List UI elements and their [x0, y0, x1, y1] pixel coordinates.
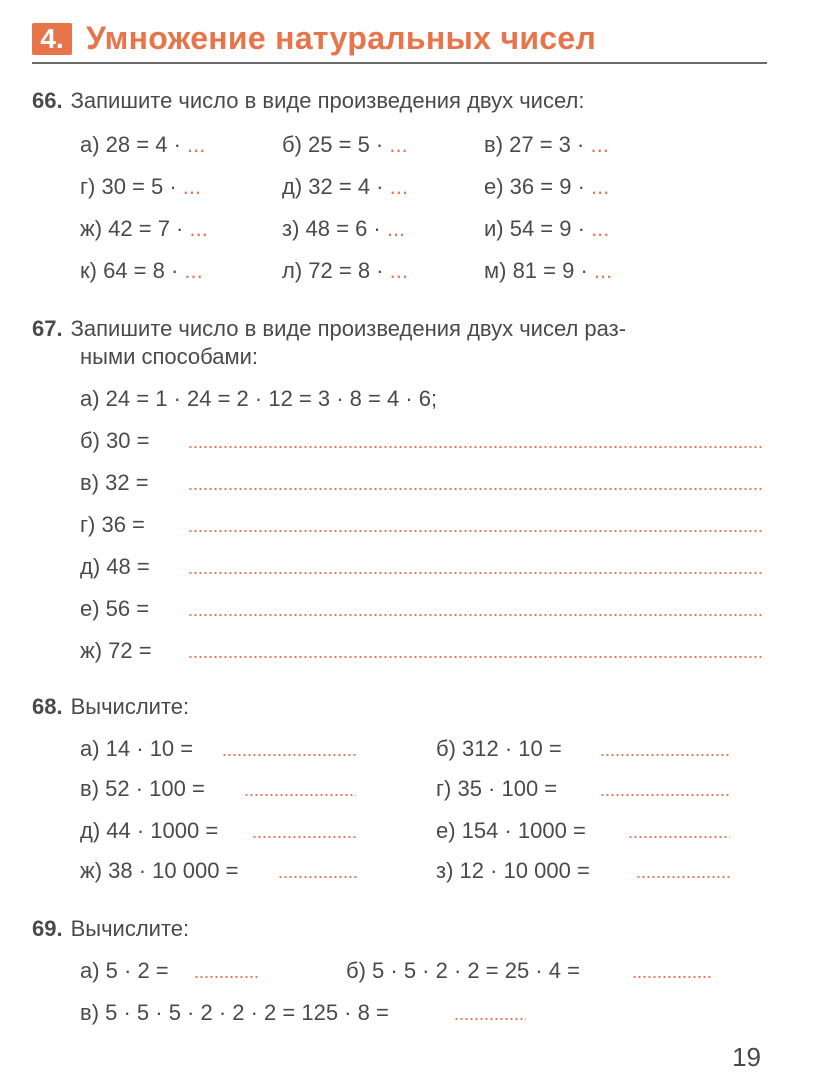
- page-number: 19: [732, 1042, 761, 1072]
- answer-blank[interactable]: ...: [590, 132, 609, 157]
- equation-item: в) 27 = 3 · ...: [484, 132, 609, 157]
- answer-blank[interactable]: ...: [593, 258, 613, 283]
- equation-item: г) 30 = 5 · ...: [80, 174, 202, 199]
- task-text: Вычислите:: [70, 694, 190, 719]
- task-number: 67.: [32, 316, 63, 341]
- section-title: Умножение натуральных чисел: [86, 20, 597, 56]
- equation-item: б) 25 = 5 · ...: [282, 132, 408, 157]
- task-number: 66.: [32, 88, 63, 113]
- answer-blank[interactable]: ...: [389, 258, 408, 283]
- answer-blank[interactable]: ...: [389, 132, 408, 157]
- equation-item: м) 81 = 9 · ...: [484, 258, 613, 283]
- equation-item: и) 54 = 9 · ...: [484, 216, 610, 241]
- answer-line[interactable]: [628, 836, 730, 838]
- equation-label: д) 48 =: [80, 554, 150, 579]
- equation-label: а) 5 · 2 =: [80, 958, 169, 983]
- answer-line[interactable]: [278, 876, 358, 878]
- answer-blank[interactable]: ...: [591, 216, 610, 241]
- equation-label: в) 5 · 5 · 5 · 2 · 2 · 2 = 125 · 8 =: [80, 1000, 389, 1025]
- answer-blank[interactable]: ...: [187, 132, 206, 157]
- answer-line[interactable]: [222, 754, 356, 756]
- section-header: [32, 18, 767, 64]
- task-69-prompt: [32, 916, 189, 942]
- equation-label: г) 36 =: [80, 512, 145, 537]
- answer-blank[interactable]: ...: [389, 174, 408, 199]
- answer-blank[interactable]: ...: [189, 216, 208, 241]
- answer-line[interactable]: [244, 794, 356, 796]
- task-number: 69.: [32, 916, 63, 941]
- equation-label: ж) 72 =: [80, 638, 152, 663]
- equation-item: з) 48 = 6 · ...: [282, 216, 406, 241]
- equation-label: е) 154 · 1000 =: [436, 818, 586, 843]
- equation-label: в) 52 · 100 =: [80, 776, 205, 801]
- equation-item: л) 72 = 8 · ...: [282, 258, 408, 283]
- equation-label: е) 56 =: [80, 596, 150, 621]
- equation-label: б) 5 · 5 · 2 · 2 = 25 · 4 =: [346, 958, 580, 983]
- task-67-prompt: [32, 316, 626, 342]
- task-text: Запишите число в виде произведения двух чисел раз-: [70, 316, 627, 341]
- answer-blank[interactable]: ...: [184, 258, 203, 283]
- example-equation: а) 24 = 1 · 24 = 2 · 12 = 3 · 8 = 4 · 6;: [80, 386, 438, 411]
- answer-blank[interactable]: ...: [182, 174, 202, 199]
- equation-label: з) 12 · 10 000 =: [436, 858, 590, 883]
- equation-item: к) 64 = 8 · ...: [80, 258, 203, 283]
- equation-item: ж) 42 = 7 · ...: [80, 216, 208, 241]
- equation-label: б) 312 · 10 =: [436, 736, 562, 761]
- answer-line[interactable]: [188, 614, 763, 616]
- answer-line[interactable]: [600, 794, 730, 796]
- answer-line[interactable]: [194, 976, 260, 978]
- equation-label: ж) 38 · 10 000 =: [80, 858, 239, 883]
- task-number: 68.: [32, 694, 63, 719]
- answer-line[interactable]: [188, 488, 763, 490]
- task-68-prompt: [32, 694, 189, 720]
- equation-label: в) 32 =: [80, 470, 149, 495]
- section-number-badge: 4.: [32, 23, 72, 55]
- task-text: Запишите число в виде произведения двух чисел:: [70, 88, 585, 113]
- equation-label: б) 30 =: [80, 428, 150, 453]
- task-66-prompt: [32, 88, 584, 114]
- answer-blank[interactable]: ...: [591, 174, 610, 199]
- answer-line[interactable]: [188, 446, 763, 448]
- equation-item: д) 32 = 4 · ...: [282, 174, 408, 199]
- equation-label: г) 35 · 100 =: [436, 776, 558, 801]
- answer-line[interactable]: [188, 656, 763, 658]
- answer-line[interactable]: [600, 754, 730, 756]
- equation-label: д) 44 · 1000 =: [80, 818, 219, 843]
- answer-line[interactable]: [636, 876, 730, 878]
- answer-line[interactable]: [252, 836, 356, 838]
- answer-line[interactable]: [632, 976, 712, 978]
- task-text-continued: ными способами:: [80, 344, 258, 369]
- answer-line[interactable]: [188, 530, 763, 532]
- answer-blank[interactable]: ...: [386, 216, 406, 241]
- answer-line[interactable]: [188, 572, 763, 574]
- task-text: Вычислите:: [70, 916, 190, 941]
- answer-line[interactable]: [454, 1018, 526, 1020]
- equation-item: а) 28 = 4 · ...: [80, 132, 206, 157]
- equation-item: е) 36 = 9 · ...: [484, 174, 610, 199]
- equation-label: а) 14 · 10 =: [80, 736, 194, 761]
